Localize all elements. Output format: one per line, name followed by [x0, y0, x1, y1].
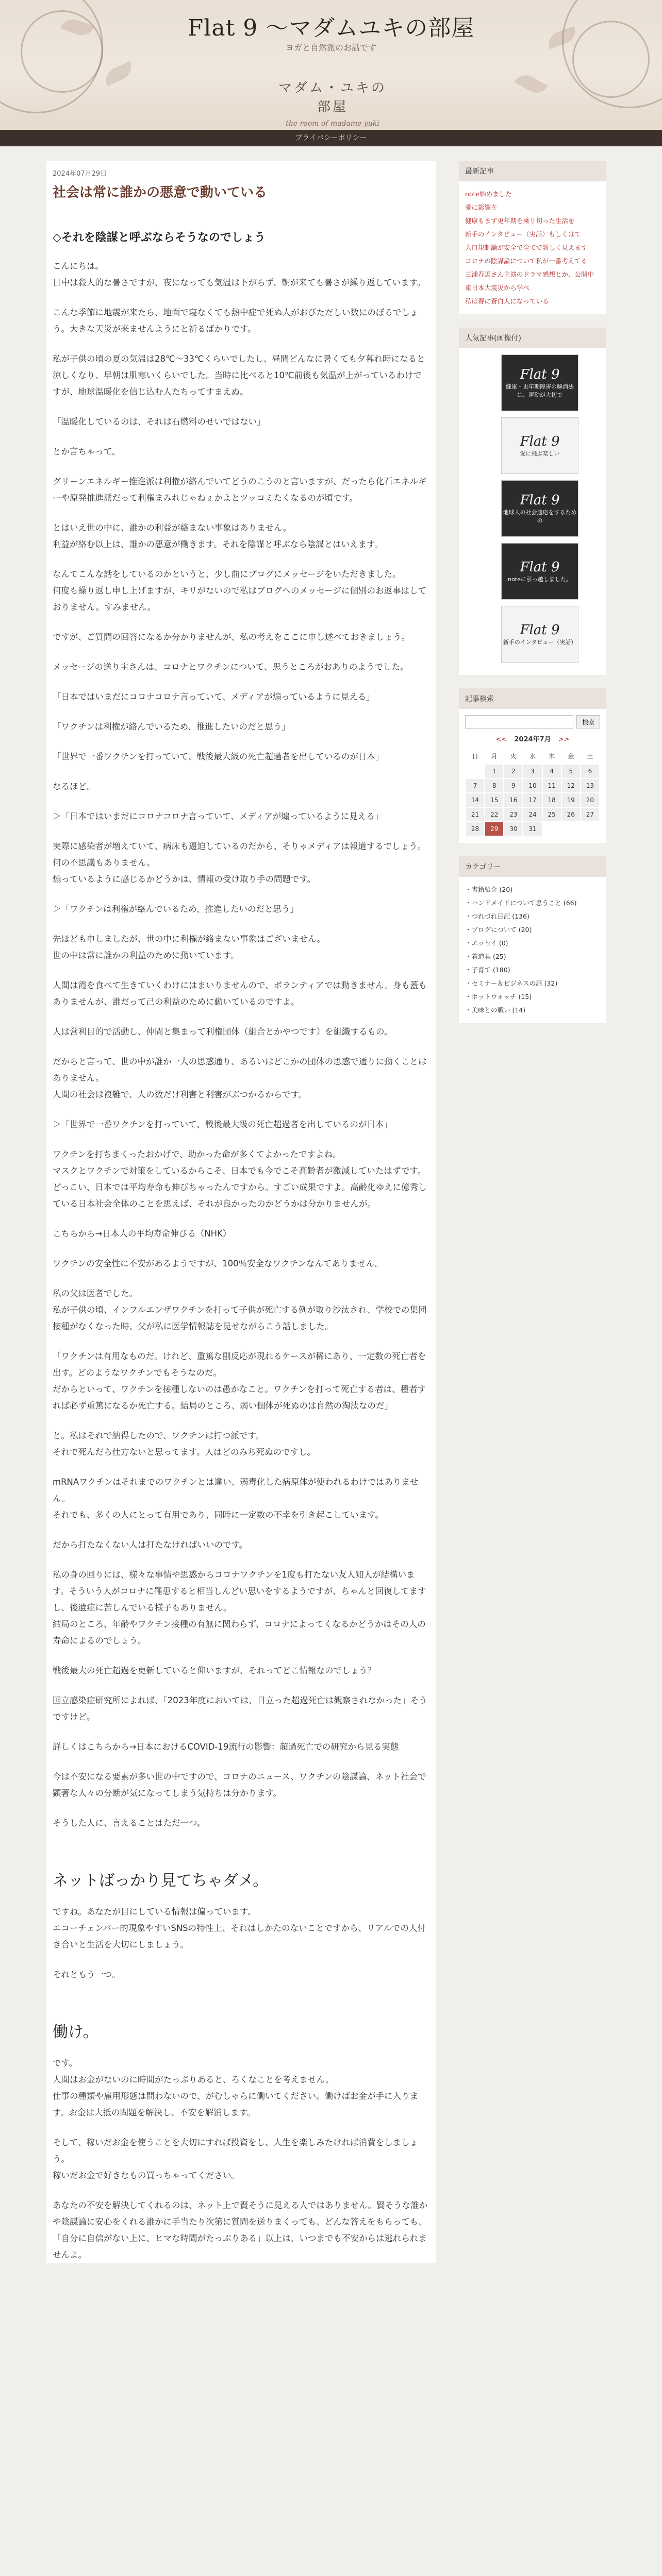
widget-search-title: 記事検索 — [459, 688, 606, 709]
post-paragraph: とはいえ世の中に、誰かの利益が絡まない事象はありません。 利益が絡む以上は、誰かの悪意が働きます。それを陰謀と呼ぶなら陰謀とはいえます。 — [53, 523, 383, 549]
sidebar — [459, 161, 606, 1037]
post-paragraph: グリーンエネルギー推進派は利権が絡んでいてどうのこうのと言いますが、だったら化石エネルギーや原発推進派だって利権まみれじゃねぇかよとツッコミたくなるのが頃です。 — [53, 477, 427, 503]
thumbnail-logo: Flat 9 — [520, 434, 560, 449]
post-paragraph: こんにちは。 日中は殺人的な暑さですが、夜になっても気温は下がらず、朝が来ても暑さが繰り返しています。 — [53, 261, 426, 287]
calendar-day — [542, 822, 561, 836]
post-paragraph: こちらから→日本人の平均寿命伸びる（NHK） — [53, 1229, 231, 1239]
calendar-header — [465, 734, 600, 743]
search-box — [465, 715, 600, 728]
calendar-weekday: 木 — [549, 753, 555, 760]
calendar-day: 16 — [504, 793, 523, 807]
calendar-day — [466, 764, 485, 778]
widget-search — [459, 688, 606, 843]
search-button[interactable]: 検索 — [576, 715, 600, 728]
calendar-day: 22 — [485, 807, 504, 822]
calendar-day: 14 — [466, 793, 485, 807]
post-paragraph: あなたの不安を解決してくれるのは、ネット上で賢そうに見える人ではありません。賢そうな誰かや陰謀論に安心をくれる誰かに手当たり次第に質問を送りまくっても、どんな答えをもらっても、「自分に自信がない上に、ヒマな時間がたっぷりある」以上は、いつまでも不安からは逃れられませんよ。 — [53, 2200, 427, 2260]
article — [46, 161, 436, 2263]
post-paragraph: だからと言って、世の中が誰か一人の思惑通り、あるいはどこかの団体の思惑で通りに動くことはありません。 人間の社会は複雑で、人の数だけ利害と利害がぶつかるからです。 — [53, 1057, 427, 1099]
logo-text: マダム・ユキの部屋 — [278, 80, 387, 115]
calendar-day: 5 — [561, 764, 581, 778]
calendar-day: 6 — [581, 764, 600, 778]
nav-privacy-policy[interactable]: プライバシーポリシー — [295, 134, 367, 142]
calendar-day: 28 — [466, 822, 485, 836]
post-paragraph: そうした人に、言えることはただ一つ。 — [53, 1818, 206, 1828]
calendar-day: 10 — [523, 778, 542, 793]
thumbnail-logo: Flat 9 — [520, 560, 560, 575]
recent-post-link[interactable]: 東日本大震災から学べ — [465, 284, 530, 292]
post-paragraph: 私が子供の頃の夏の気温は28℃〜33℃くらいでしたし、昼間どんなに暑くても夕暮れ時になると涼しくなり、早朝は肌寒いくらいでした。当時に比べると10℃前後も気温が上がっているわけですが、地球温暖化を信じ込む人たちってすまえぬ。 — [53, 354, 425, 397]
thumbnail-caption: 健康・更年期障害の解消法は、運動が大切で — [506, 383, 574, 398]
recent-post-link[interactable]: 愛に影響を — [465, 204, 498, 211]
calendar-day[interactable]: 29 — [485, 822, 504, 836]
calendar-day: 3 — [523, 764, 542, 778]
post-paragraph: 詳しくはこちらから→日本におけるCOVID-19流行の影響：超過死亡での研究から見る実態 — [53, 1742, 399, 1752]
post-paragraph: そして、稼いだお金を使うことを大切にすれば投資をし、人生を楽しみたければ消費をしましょう。 稼いだお金で好きなもの買っちゃってください。 — [53, 2138, 419, 2180]
post-paragraph: 人間は霞を食べて生きていくわけにはまいりませんので、ボランティアでは動きません。身も蓋もありませんが、誰だって己の利益のために動いているのですよ。 — [53, 980, 427, 1007]
post-paragraph: ＞「日本ではいまだにコロナコロナ言っていて、メディアが煽っているように見える」 — [53, 811, 384, 821]
widget-popular-title: 人気記事(画像付) — [459, 328, 606, 348]
calendar-day: 17 — [523, 793, 542, 807]
calendar-day: 21 — [466, 807, 485, 822]
widget-category — [459, 856, 606, 1023]
popular-post-item[interactable] — [465, 480, 600, 537]
category-link[interactable]: ・セミナー＆ビジネスの話 (32) — [465, 979, 558, 987]
post-paragraph: ですね。あなたが目にしている情報は偏っています。 エコーチェンバー的現象やすいSNSの特性上、それはしかたのないことですから、リアルでの人付き合いと生活を大切にしましょう。 — [53, 1907, 426, 1950]
thumbnail-caption: 愛に飛ぶ楽しい — [520, 450, 560, 457]
calendar-day: 20 — [581, 793, 600, 807]
calendar-day: 2 — [504, 764, 523, 778]
widget-popular — [459, 328, 606, 675]
popular-post-item[interactable] — [465, 606, 600, 663]
post-paragraph: 戦後最大の死亡超過を更新していると仰いますが、それってどこ情報なのでしょう？ — [53, 1666, 376, 1675]
thumbnail-logo: Flat 9 — [520, 622, 560, 638]
post-paragraph: ですが、ご質問の回答になるか分かりませんが、私の考えをここに申し述べておきましょう。 — [53, 632, 410, 642]
calendar-prev-link[interactable]: << — [495, 736, 507, 743]
calendar-day: 27 — [581, 807, 600, 822]
post-paragraph: ＞「世界で一番ワクチンを打っていて、戦後最大級の死亡超過者を出しているのが日本」 — [53, 1120, 392, 1129]
calendar-day: 24 — [523, 807, 542, 822]
post-body-a — [53, 1904, 429, 1983]
post-paragraph: とか言ちゃって。 — [53, 447, 121, 456]
post-paragraph: 「温暖化しているのは、それは石燃料のせいではない」 — [53, 417, 266, 427]
post-paragraph: 今は不安になる要素が多い世の中ですので、コロナのニュース、ワクチンの陰謀論、ネット社会で顕著な人々の分断が気になってしまう気持ちは分かります。 — [53, 1772, 426, 1798]
recent-post-link[interactable]: 新手のインタビュー（実話）もしくはて — [465, 230, 581, 238]
post-paragraph: ＞「ワクチンは利権が絡んでいるため、推進したいのだと思う」 — [53, 904, 299, 914]
recent-post-link[interactable]: note始めました — [465, 190, 512, 198]
calendar-day: 11 — [542, 778, 561, 793]
calendar-day: 31 — [523, 822, 542, 836]
post-paragraph: 「ワクチンは利権が絡んでいるため、推進したいのだと思う」 — [53, 722, 290, 732]
popular-post-thumbnail[interactable] — [501, 354, 578, 411]
post-paragraph: メッセージの送り主さんは、コロナとワクチンについて、思うところがおありのようでした。 — [53, 662, 409, 672]
calendar-day: 9 — [504, 778, 523, 793]
post-paragraph: 人は営利目的で活動し、仲間と集まって利権団体（組合とかやつです）を組織するもの。 — [53, 1027, 393, 1037]
section-heading-net: ネットばっかり見てちゃダメ。 — [53, 1872, 269, 1890]
category-link[interactable]: ・着道具 (25) — [465, 953, 506, 960]
popular-post-item[interactable] — [465, 543, 600, 600]
post-paragraph: ワクチンの安全性に不安があるようですが、100％安全なワクチンなんてありません。 — [53, 1259, 384, 1268]
post-paragraph: 実際に感染者が増えていて、病床も逼迫しているのだから、そりゃメディアは報道するでしょう。何の不思議もありません。 煽っているように感じるかどうかは、情報の受け取り手の問題です。 — [53, 841, 426, 884]
post-body-b — [53, 2055, 429, 2263]
thumbnail-logo: Flat 9 — [520, 493, 560, 508]
calendar-day: 8 — [485, 778, 504, 793]
category-link[interactable]: ・ハンドメイドについて思うこと (66) — [465, 899, 577, 907]
popular-post-item[interactable] — [465, 417, 600, 474]
post-paragraph: です。 人間はお金がないのに時間がたっぷりあると、ろくなことを考えません。 仕事の種類や雇用形態は問わないので、がむしゃらに働いてください。働けばお金が手に入ります。お金は大抵の問題を解決し、不安を解消します。 — [53, 2058, 419, 2117]
calendar-weekday: 金 — [568, 753, 574, 760]
post-paragraph: 「日本ではいまだにコロナコロナ言っていて、メディアが煽っているように見える」 — [53, 692, 375, 702]
category-link[interactable]: ・ブログについて (20) — [465, 926, 532, 934]
calendar-day: 1 — [485, 764, 504, 778]
post-paragraph: 国立感染症研究所によれば、「2023年度においては、目立った超過死亡は観察されなかった」そうですけど。 — [53, 1696, 427, 1722]
popular-list — [465, 354, 600, 663]
recent-list — [465, 188, 600, 308]
post-paragraph: 「ワクチンは有用なものだ。けれど、重篤な副反応が現れるケースが稀にあり、一定数の死亡者を出す。どのようなワクチンでもそうなのだ。 だからといって、ワクチンを接種しないのは愚かなこと。ワクチンを打って死亡する者は、種者すれば必ず重篤になるか死亡する。結局のところ、弱い個体が死ぬのは自然の淘汰なのだ」 — [53, 1351, 426, 1411]
calendar-day: 7 — [466, 778, 485, 793]
calendar — [465, 749, 600, 837]
recent-post-link[interactable]: コロナの陰謀論について私が一番考えてる — [465, 257, 588, 265]
post-date: 2024年07月29日 — [53, 170, 107, 178]
calendar-day: 15 — [485, 793, 504, 807]
post-body — [53, 258, 429, 1832]
post-paragraph: 私の身の回りには、様々な事情や思惑からコロナワクチンを1度も打たない友人知人が結構います。そういう人がコロナに罹患すると相当しんどい思いをするようですが、ちゃんと回復してますし、後遺症に苦しんでいる様子もありません。 結局のところ、年齢やワクチン接種の有無に関わらず、コロナによってくなるかどうかはその人の寿命によるのでしょう。 — [53, 1570, 426, 1646]
post-paragraph: mRNAワクチンはそれまでのワクチンとは違い、弱毒化した病原体が使われるわけではありません。 それでも、多くの人にとって有用であり、同時に一定数の不幸を引き起こしています。 — [53, 1477, 419, 1520]
recent-post-link[interactable]: 健康もまず更年期を乗り切った生活を — [465, 217, 575, 225]
thumbnail-logo: Flat 9 — [520, 367, 560, 382]
post-paragraph: 私の父は医者でした。 私が子供の頃、インフルエンザワクチンを打って子供が死亡する例が取り沙汰され、学校での集団接種がなくなった時、父が私に医学情報誌を見せながらこう話しました。 — [53, 1289, 427, 1331]
post-paragraph: 先ほども申しましたが、世の中に利権が絡まない事象はございません。 世の中は常に誰かの利益のために動いています。 — [53, 934, 325, 960]
leaf-ornament — [515, 71, 548, 98]
logo-english-text: the room of madame yuki — [286, 120, 379, 128]
calendar-weekday: 水 — [529, 753, 536, 760]
thumbnail-caption: 新手のインタビュー（実話） — [503, 639, 577, 646]
calendar-day: 23 — [504, 807, 523, 822]
popular-post-item[interactable] — [465, 354, 600, 411]
category-link[interactable]: ・つれづれ日記 (136) — [465, 912, 529, 920]
widget-recent-title: 最新記事 — [459, 161, 606, 181]
calendar-day: 26 — [561, 807, 581, 822]
calendar-day: 12 — [561, 778, 581, 793]
category-link[interactable]: ・エッセイ (0) — [465, 939, 508, 947]
calendar-day — [561, 822, 581, 836]
category-link[interactable]: ・子育て (180) — [465, 966, 510, 974]
post-paragraph: それともう一つ。 — [53, 1970, 121, 1979]
post-paragraph: と。私はそれで納得したので、ワクチンは打つ派です。 それで死んだら仕方ないと思ってます。人はどのみち死ぬのですし。 — [53, 1431, 316, 1457]
site-title[interactable]: Flat 9 〜マダムユキの部屋 — [187, 15, 475, 41]
thumbnail-caption: noteに引っ越しました。 — [508, 576, 572, 583]
post-paragraph: ワクチンを打ちまくったおかげで、助かった命が多くてよかったですよね。 マスクとワクチンで対策をしているからこそ、日本でも今でこそ高齢者が激減していたはずです。 どっこい、日本では平均寿命も伸びちゃったんですから。すごい成果ですよ。高齢化ゆえに億秀している日本社会全体のことを思えば、それが良かったのかどうかは分かりませんが。 — [53, 1149, 427, 1209]
calendar-weekday: 日 — [472, 753, 478, 760]
post-title[interactable]: 社会は常に誰かの悪意で動いている — [53, 185, 268, 200]
site-subtitle: ヨガと自然派のお話です — [285, 43, 376, 53]
calendar-day — [581, 822, 600, 836]
thumbnail-caption: 地球人の社会適応をするための — [503, 509, 577, 524]
category-link[interactable]: ・書籍紹介 (20) — [465, 886, 513, 893]
calendar-day: 30 — [504, 822, 523, 836]
post-paragraph: なんてこんな話をしているのかというと、少し前にブログにメッセージをいただきました。 何度も繰り返し申し上げますが、キリがないので私はブログへのメッセージに個別のお返事はしておりません。すみません。 — [53, 569, 427, 612]
leaf-ornament — [102, 61, 135, 87]
popular-post-thumbnail[interactable] — [501, 606, 578, 663]
category-list — [465, 883, 600, 1017]
site-header — [0, 0, 662, 130]
popular-post-thumbnail[interactable] — [501, 480, 578, 537]
calendar-day: 13 — [581, 778, 600, 793]
recent-post-link[interactable]: 私は春に蒼白人になっている — [465, 297, 549, 305]
category-link[interactable]: ・美味との戦い (14) — [465, 1006, 526, 1014]
calendar-day: 18 — [542, 793, 561, 807]
post-lead: ◇それを陰謀と呼ぶならそうなのでしょう — [53, 231, 266, 244]
site-logo — [278, 57, 387, 128]
recent-post-link[interactable]: 三浦春馬さん主演のドラマ感想とか、公開中 — [465, 270, 594, 278]
widget-recent — [459, 161, 606, 314]
popular-post-thumbnail[interactable] — [501, 417, 578, 474]
popular-post-thumbnail[interactable] — [501, 543, 578, 600]
calendar-month: 2024年7月 — [514, 736, 551, 743]
section-heading-work: 働け。 — [53, 2023, 98, 2041]
calendar-weekday: 火 — [510, 753, 517, 760]
calendar-weekday: 月 — [491, 753, 498, 760]
calendar-weekday: 土 — [587, 753, 593, 760]
calendar-next-link[interactable]: >> — [558, 736, 570, 743]
calendar-day: 19 — [561, 793, 581, 807]
search-input[interactable] — [465, 715, 573, 728]
category-link[interactable]: ・ホットウォッチ (15) — [465, 993, 532, 1001]
top-nav — [0, 130, 662, 146]
post-paragraph: なるほど。 — [53, 782, 95, 791]
widget-category-title: カテゴリー — [459, 856, 606, 877]
calendar-day: 4 — [542, 764, 561, 778]
post-paragraph: こんな季節に地震が来たら、地面で寝なくても熱中症で死ぬ人がおびただしい数にのぼるでしょう。大きな天災が来ませんようにと祈るばかりです。 — [53, 308, 419, 334]
post-paragraph: 「世界で一番ワクチンを打っていて、戦後最大級の死亡超過者を出しているのが日本」 — [53, 752, 384, 761]
post-paragraph: だから打たなくない人は打たなければいいのです。 — [53, 1540, 248, 1550]
recent-post-link[interactable]: 人口規制論が安全で全てで新しく見えます — [465, 244, 588, 251]
calendar-day: 25 — [542, 807, 561, 822]
